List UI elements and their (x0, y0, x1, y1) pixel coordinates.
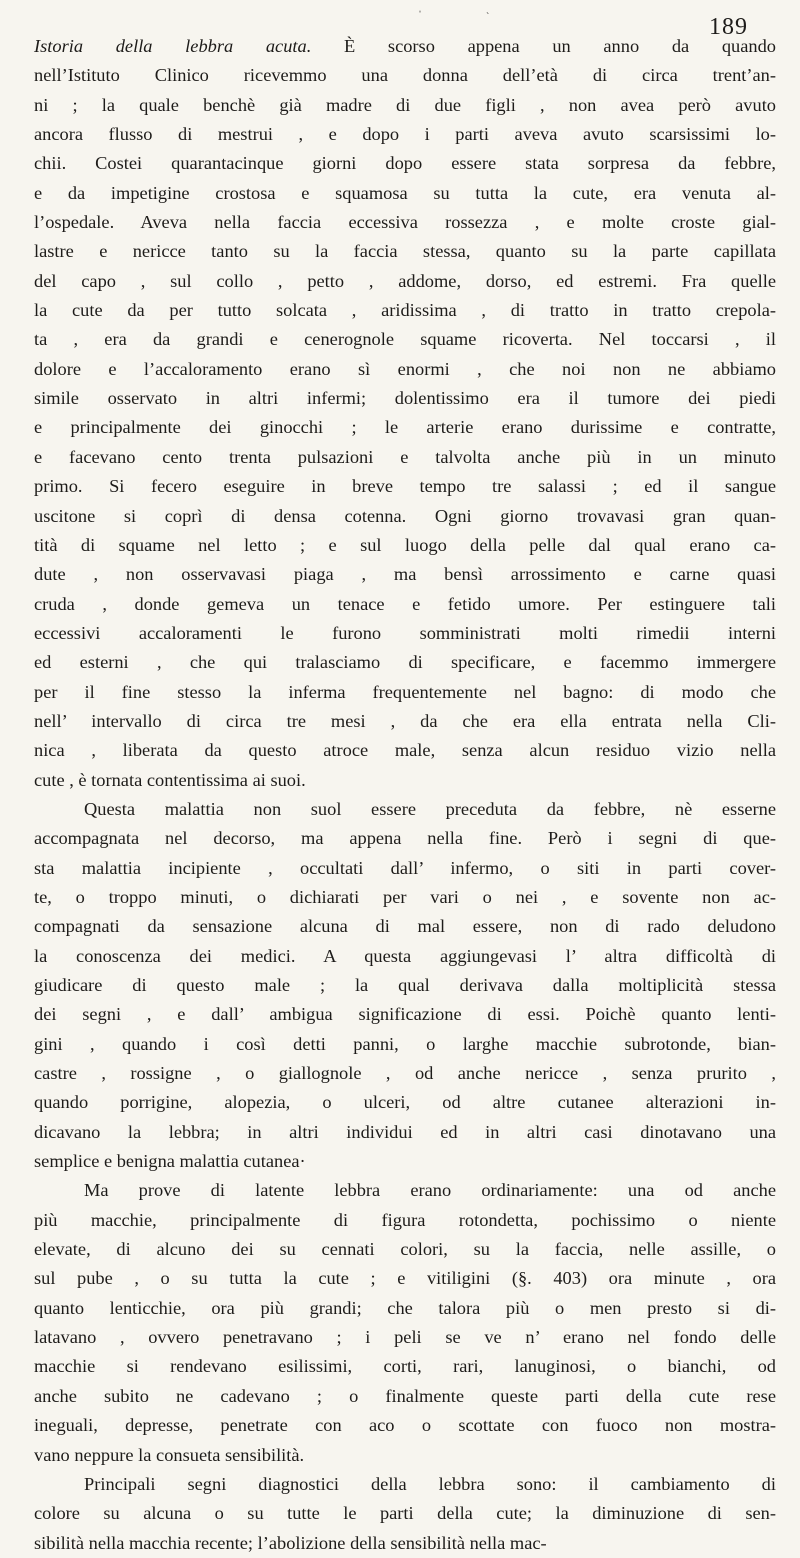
text-line (34, 61, 776, 90)
text-line (34, 1030, 776, 1059)
line-text: ni ; la quale benchè già madre di due figli , non avea però avuto (34, 94, 776, 115)
text-line (34, 237, 776, 266)
text-line (34, 179, 776, 208)
text-line (34, 1059, 776, 1088)
text-line (34, 325, 776, 354)
text-line (34, 1470, 776, 1499)
line-text: più macchie, principalmente di figura rotondetta, pochissimo o niente (34, 1209, 776, 1230)
line-text: anche subito ne cadevano ; o finalmente queste parti della cute rese (34, 1385, 776, 1406)
text-line (34, 1499, 776, 1528)
line-text: castre , rossigne , o giallognole , od anche nericce , senza prurito , (34, 1063, 776, 1084)
line-text: la conoscenza dei medici. A questa aggiungevasi l’ altra difficoltà di (34, 945, 776, 966)
text-line (34, 1382, 776, 1411)
line-text: tità di squame nel letto ; e sul luogo della pelle dal qual erano ca- (34, 534, 776, 555)
text-line (34, 1352, 776, 1381)
text-line (34, 208, 776, 237)
line-text: giudicare di questo male ; la qual derivava dalla moltiplicità stessa (34, 975, 776, 995)
line-text: dolore e l’accaloramento erano sì enormi , che noi non ne abbiamo (34, 358, 776, 379)
text-line (34, 795, 776, 824)
paragraph (34, 795, 776, 1176)
print-tick: ˋ (486, 12, 490, 23)
text-line (34, 766, 776, 795)
paragraph (34, 1176, 776, 1469)
line-text: eccessivi accaloramenti le furono somministrati molti rimedii interni (34, 622, 776, 643)
line-text: primo. Si fecero eseguire in breve tempo tre salassi ; ed il sangue (34, 476, 776, 497)
text-line (34, 1235, 776, 1264)
text-line (34, 1176, 776, 1205)
text-line (34, 1294, 776, 1323)
line-text: cruda , donde gemeva un tenace e fetido umore. Per estinguere tali (34, 593, 776, 614)
text-line (34, 32, 776, 61)
text-line (34, 560, 776, 589)
line-text: ancora flusso di mestrui , e dopo i parti aveva avuto scarsissimi lo- (34, 124, 776, 145)
text-line (34, 883, 776, 912)
text-line (34, 1264, 776, 1293)
line-text: lastre e nericce tanto su la faccia stessa, quanto su la parte capillata (34, 241, 776, 262)
text-line (34, 443, 776, 472)
text-line (34, 1147, 776, 1176)
line-text: nell’ intervallo di circa tre mesi , da che era ella entrata nella Cli- (34, 710, 776, 731)
line-text: te, o troppo minuti, o dichiarati per vari o nei , e sovente non ac- (34, 886, 776, 907)
line-text: compagnati da sensazione alcuna di mal essere, non di rado deludono (34, 916, 776, 937)
text-line (34, 413, 776, 442)
line-text: ta , era da grandi e cenerognole squame ricoverta. Nel toccarsi , il (34, 329, 776, 350)
text-line (34, 296, 776, 325)
line-text: sibilità nella macchia recente; l’abolizione della sensibilità nella mac- (34, 1532, 547, 1553)
line-text: gini , quando i così detti panni, o larghe macchie subrotonde, bian- (34, 1033, 776, 1054)
line-text: Ma prove di latente lebbra erano ordinariamente: una od anche (84, 1180, 776, 1201)
line-text: e facevano cento trenta pulsazioni e talvolta anche più in un minuto (34, 446, 776, 467)
line-text: vano neppure la consueta sensibilità. (34, 1444, 305, 1465)
text-line (34, 1000, 776, 1029)
text-line (34, 590, 776, 619)
text-line (34, 678, 776, 707)
paragraph (34, 32, 776, 795)
text-line (34, 384, 776, 413)
text-line (34, 1206, 776, 1235)
text-line (34, 854, 776, 883)
text-line (34, 707, 776, 736)
text-line (34, 1411, 776, 1440)
text-line (34, 267, 776, 296)
line-text: Questa malattia non suol essere preceduta da febbre, nè esserne (84, 798, 776, 819)
text-line (34, 1323, 776, 1352)
line-text: È scorso appena un anno da quando (311, 36, 776, 56)
line-text: nell’Istituto Clinico ricevemmo una donna dell’età di circa trent’an- (34, 65, 776, 86)
line-text: elevate, di alcuno dei su cennati colori, su la faccia, nelle assille, o (34, 1239, 776, 1260)
line-text: la cute da per tutto solcata , aridissima , di tratto in tratto crepola- (34, 300, 776, 321)
text-line (34, 1529, 776, 1558)
text-line (34, 1118, 776, 1147)
text-line (34, 502, 776, 531)
line-text: ineguali, depresse, penetrate con aco o scottate con fuoco non mostra- (34, 1415, 776, 1436)
line-text: sta malattia incipiente , occultati dall’ infermo, o siti in parti cover- (34, 857, 776, 878)
section-title: Istoria della lebbra acuta. (34, 36, 312, 56)
page-number: 189 (709, 14, 748, 40)
line-text: accompagnata nel decorso, ma appena nella fine. Però i segni di que- (34, 828, 776, 849)
line-text: l’ospedale. Aveva nella faccia eccessiva rossezza , e molte croste gial- (34, 212, 776, 233)
text-line (34, 971, 776, 1000)
line-text: e da impetigine crostosa e squamosa su tutta la cute, era venuta al- (34, 182, 776, 203)
text-line (34, 91, 776, 120)
line-text: dicavano la lebbra; in altri individui ed in altri casi dinotavano una (34, 1121, 776, 1142)
text-line (34, 619, 776, 648)
line-text: per il fine stesso la inferma frequentemente nel bagno: di modo che (34, 681, 776, 702)
line-text: latavano , ovvero penetravano ; i peli se ve n’ erano nel fondo delle (34, 1327, 776, 1348)
text-line (34, 648, 776, 677)
line-text: uscitone si coprì di densa cotenna. Ogni giorno trovavasi gran quan- (34, 505, 776, 526)
line-text: sul pube , o su tutta la cute ; e vitiligini (§. 403) ora minute , ora (34, 1268, 776, 1289)
text-line (34, 149, 776, 178)
text-line (34, 120, 776, 149)
text-line (34, 1441, 776, 1470)
line-text: quanto lenticchie, ora più grandi; che talora più o men presto si di- (34, 1297, 776, 1318)
line-text: cute , è tornata contentissima ai suoi. (34, 769, 306, 790)
line-text: e principalmente dei ginocchi ; le arterie erano durissime e contratte, (34, 417, 776, 438)
line-text: colore su alcuna o su tutte le parti della cute; la diminuzione di sen- (34, 1503, 776, 1524)
print-mark: ˈ (418, 8, 422, 22)
text-line (34, 1088, 776, 1117)
line-text: Principali segni diagnostici della lebbra sono: il cambiamento di (84, 1473, 776, 1494)
line-text: quando porrigine, alopezia, o ulceri, od altre cutanee alterazioni in- (34, 1092, 776, 1113)
paragraph (34, 1470, 776, 1558)
line-text: simile osservato in altri infermi; dolentissimo era il tumore dei piedi (34, 388, 776, 409)
line-text: nica , liberata da questo atroce male, senza alcun residuo vizio nella (34, 740, 776, 761)
line-text: dei segni , e dall’ ambigua significazione di essi. Poichè quanto lenti- (34, 1004, 776, 1025)
line-text: macchie si rendevano esilissimi, corti, rari, lanuginosi, o bianchi, od (34, 1356, 776, 1377)
text-line (34, 355, 776, 384)
text-line (34, 824, 776, 853)
line-text: dute , non osservavasi piaga , ma bensì arrossimento e carne quasi (34, 564, 776, 585)
text-line (34, 736, 776, 765)
text-line (34, 472, 776, 501)
line-text: ed esterni , che qui tralasciamo di specificare, e facemmo immergere (34, 652, 776, 673)
text-line (34, 912, 776, 941)
line-text: del capo , sul collo , petto , addome, dorso, ed estremi. Fra quelle (34, 270, 776, 291)
line-text: chii. Costei quarantacinque giorni dopo essere stata sorpresa da febbre, (34, 153, 776, 174)
body-text (34, 32, 776, 1558)
line-text: semplice e benigna malattia cutanea· (34, 1151, 306, 1172)
text-line (34, 942, 776, 971)
text-line (34, 531, 776, 560)
